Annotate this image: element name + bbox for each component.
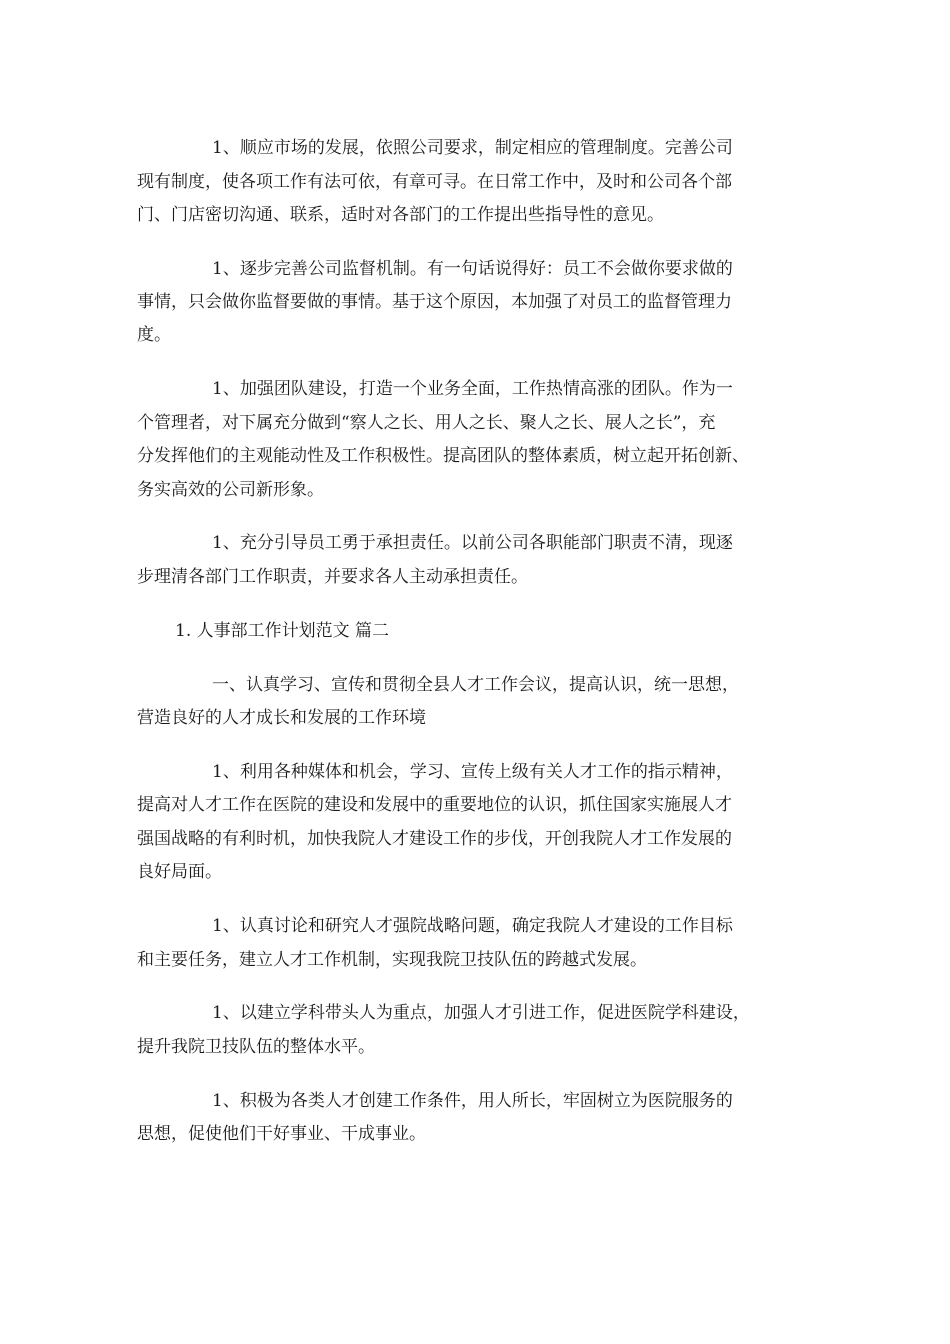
paragraph-1-line-3: 门、门店密切沟通、联系，适时对各部门的工作提出些指导性的意见。 [137, 205, 664, 225]
paragraph-8-line-2: 和主要任务，建立人才工作机制，实现我院卫技队伍的跨越式发展。 [137, 950, 647, 970]
paragraph-2-line-2: 事情，只会做你监督要做的事情。基于这个原因，本加强了对员工的监督管理力 [137, 292, 732, 312]
paragraph-1-line-2: 现有制度，使各项工作有法可依，有章可寻。在日常工作中，及时和公司各个部 [137, 172, 732, 192]
paragraph-9-line-1: 1、以建立学科带头人为重点，加强人才引进工作，促进医院学科建设， [212, 1003, 750, 1023]
paragraph-1-line-1: 1、顺应市场的发展，依照公司要求，制定相应的管理制度。完善公司 [212, 138, 733, 158]
paragraph-3-line-1: 1、加强团队建设，打造一个业务全面，工作热情高涨的团队。作为一 [212, 379, 733, 399]
paragraph-7-line-1: 1、利用各种媒体和机会，学习、宣传上级有关人才工作的指示精神， [212, 762, 733, 782]
paragraph-7-line-2: 提高对人才工作在医院的建设和发展中的重要地位的认识，抓住国家实施展人才 [137, 795, 732, 815]
section-heading: 1. 人事部工作计划范文 篇二 [175, 621, 390, 641]
paragraph-10-line-1: 1、积极为各类人才创建工作条件，用人所长，牢固树立为医院服务的 [212, 1091, 733, 1111]
paragraph-4-line-1: 1、充分引导员工勇于承担责任。以前公司各职能部门职责不清，现逐 [212, 533, 733, 553]
paragraph-2-line-1: 1、逐步完善公司监督机制。有一句话说得好：员工不会做你要求做的 [212, 259, 733, 279]
paragraph-2-line-3: 度。 [137, 325, 171, 345]
paragraph-7-line-4: 良好局面。 [137, 862, 222, 882]
paragraph-10-line-2: 思想，促使他们干好事业、干成事业。 [137, 1124, 426, 1144]
paragraph-6-line-1: 一、认真学习、宣传和贯彻全县人才工作会议，提高认识，统一思想， [212, 675, 739, 695]
paragraph-6-line-2: 营造良好的人才成长和发展的工作环境 [137, 708, 426, 728]
paragraph-7-line-3: 强国战略的有利时机，加快我院人才建设工作的步伐，开创我院人才工作发展的 [137, 829, 732, 849]
paragraph-8-line-1: 1、认真讨论和研究人才强院战略问题，确定我院人才建设的工作目标 [212, 916, 733, 936]
paragraph-4-line-2: 步理清各部门工作职责，并要求各人主动承担责任。 [137, 567, 528, 587]
paragraph-3-line-4: 务实高效的公司新形象。 [137, 480, 324, 500]
paragraph-9-line-2: 提升我院卫技队伍的整体水平。 [137, 1037, 375, 1057]
paragraph-3-line-3: 分发挥他们的主观能动性及工作积极性。提高团队的整体素质，树立起开拓创新、 [137, 446, 749, 466]
paragraph-3-line-2: 个管理者，对下属充分做到“察人之长、用人之长、聚人之长、展人之长”，充 [137, 413, 716, 433]
